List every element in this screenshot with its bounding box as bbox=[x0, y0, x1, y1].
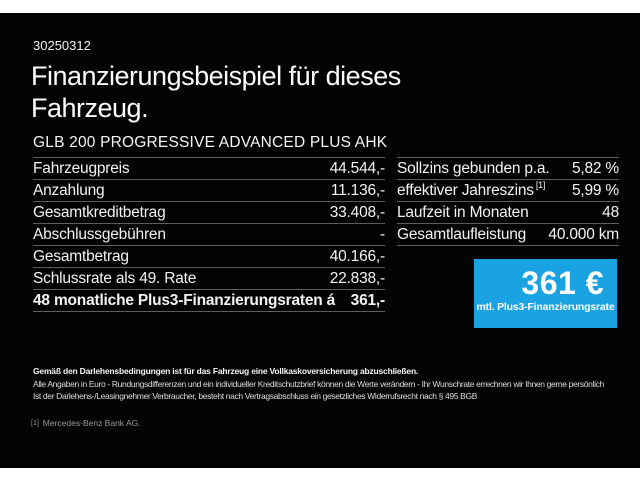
table-row bbox=[33, 179, 385, 201]
footnote-text: Mercedes-Benz Bank AG. bbox=[42, 418, 141, 428]
finance-row-label: Gesamtkreditbetrag bbox=[33, 203, 166, 221]
finance-row-value: 361,- bbox=[350, 291, 385, 309]
disclaimer-line-3: Ist der Darlehens-/Leasingnehmer Verbraucher, besteht nach Vertragsabschluss ein gesetzliches Widerrufsrecht nach § 495 BGB bbox=[33, 390, 478, 401]
condition-row-label: Laufzeit in Monaten bbox=[397, 203, 529, 221]
footnote-marker: [1] bbox=[31, 420, 39, 427]
footnote-source bbox=[31, 418, 141, 428]
condition-row-label: Gesamtlaufleistung bbox=[397, 225, 527, 243]
condition-row-value: 48 bbox=[602, 203, 619, 221]
finance-row-value: 44.544,- bbox=[329, 159, 385, 177]
table-row bbox=[397, 201, 619, 223]
condition-row-label: effektiver Jahreszins bbox=[397, 182, 534, 200]
disclaimer-block bbox=[33, 366, 633, 402]
finance-row-value: - bbox=[380, 225, 385, 243]
condition-row-value: 5,82 % bbox=[571, 159, 619, 177]
condition-row-value: 5,99 % bbox=[571, 181, 619, 199]
finance-row-label: Fahrzeugpreis bbox=[33, 159, 130, 177]
table-row bbox=[33, 223, 385, 245]
condition-row-label: Sollzins gebunden p.a. bbox=[397, 159, 550, 177]
monthly-rate-box bbox=[474, 259, 617, 328]
conditions-table bbox=[397, 157, 619, 246]
table-row bbox=[33, 267, 385, 289]
footnote-marker: [1] bbox=[535, 179, 546, 190]
table-row bbox=[397, 223, 619, 246]
finance-row-label: Anzahlung bbox=[33, 181, 105, 199]
table-row bbox=[33, 245, 385, 267]
table-row bbox=[33, 201, 385, 223]
offer-id: 30250312 bbox=[33, 38, 91, 53]
condition-row-value: 40.000 km bbox=[548, 225, 619, 243]
table-row-monthly-rate bbox=[33, 289, 385, 312]
monthly-rate-caption: mtl. Plus3-Finanzierungsrate bbox=[476, 301, 615, 313]
finance-row-label: Abschlussgebühren bbox=[33, 225, 166, 243]
page-title: Finanzierungsbeispiel für dieses Fahrzeug. bbox=[31, 61, 401, 123]
table-row bbox=[33, 157, 385, 179]
disclaimer-line-2: Alle Angaben in Euro - Rundungsdifferenzen und ein individueller Kreditschutzbrief können die Werte verändern - Ihr Wunschrate errechnen wir Ihnen gerne persönlich bbox=[33, 379, 604, 389]
table-row bbox=[397, 179, 619, 201]
disclaimer-insurance-line: Gemäß den Darlehensbedingungen ist für das Fahrzeug eine Vollkaskoversicherung abzuschließen. bbox=[33, 366, 419, 376]
finance-row-label: Gesamtbetrag bbox=[33, 247, 129, 265]
finance-row-value: 40.166,- bbox=[329, 247, 385, 265]
table-row bbox=[397, 157, 619, 179]
finance-row-label: 48 monatliche Plus3-Finanzierungsraten á bbox=[33, 291, 336, 309]
finance-table bbox=[33, 157, 385, 312]
finance-row-value: 22.838,- bbox=[329, 269, 385, 287]
finance-row-value: 11.136,- bbox=[330, 181, 385, 199]
monthly-rate-amount: 361 € bbox=[521, 265, 604, 301]
finance-row-label: Schlussrate als 49. Rate bbox=[33, 269, 197, 287]
vehicle-model: GLB 200 PROGRESSIVE ADVANCED PLUS AHK bbox=[33, 134, 388, 151]
finance-row-value: 33.408,- bbox=[329, 203, 385, 221]
financing-slide bbox=[0, 13, 640, 468]
